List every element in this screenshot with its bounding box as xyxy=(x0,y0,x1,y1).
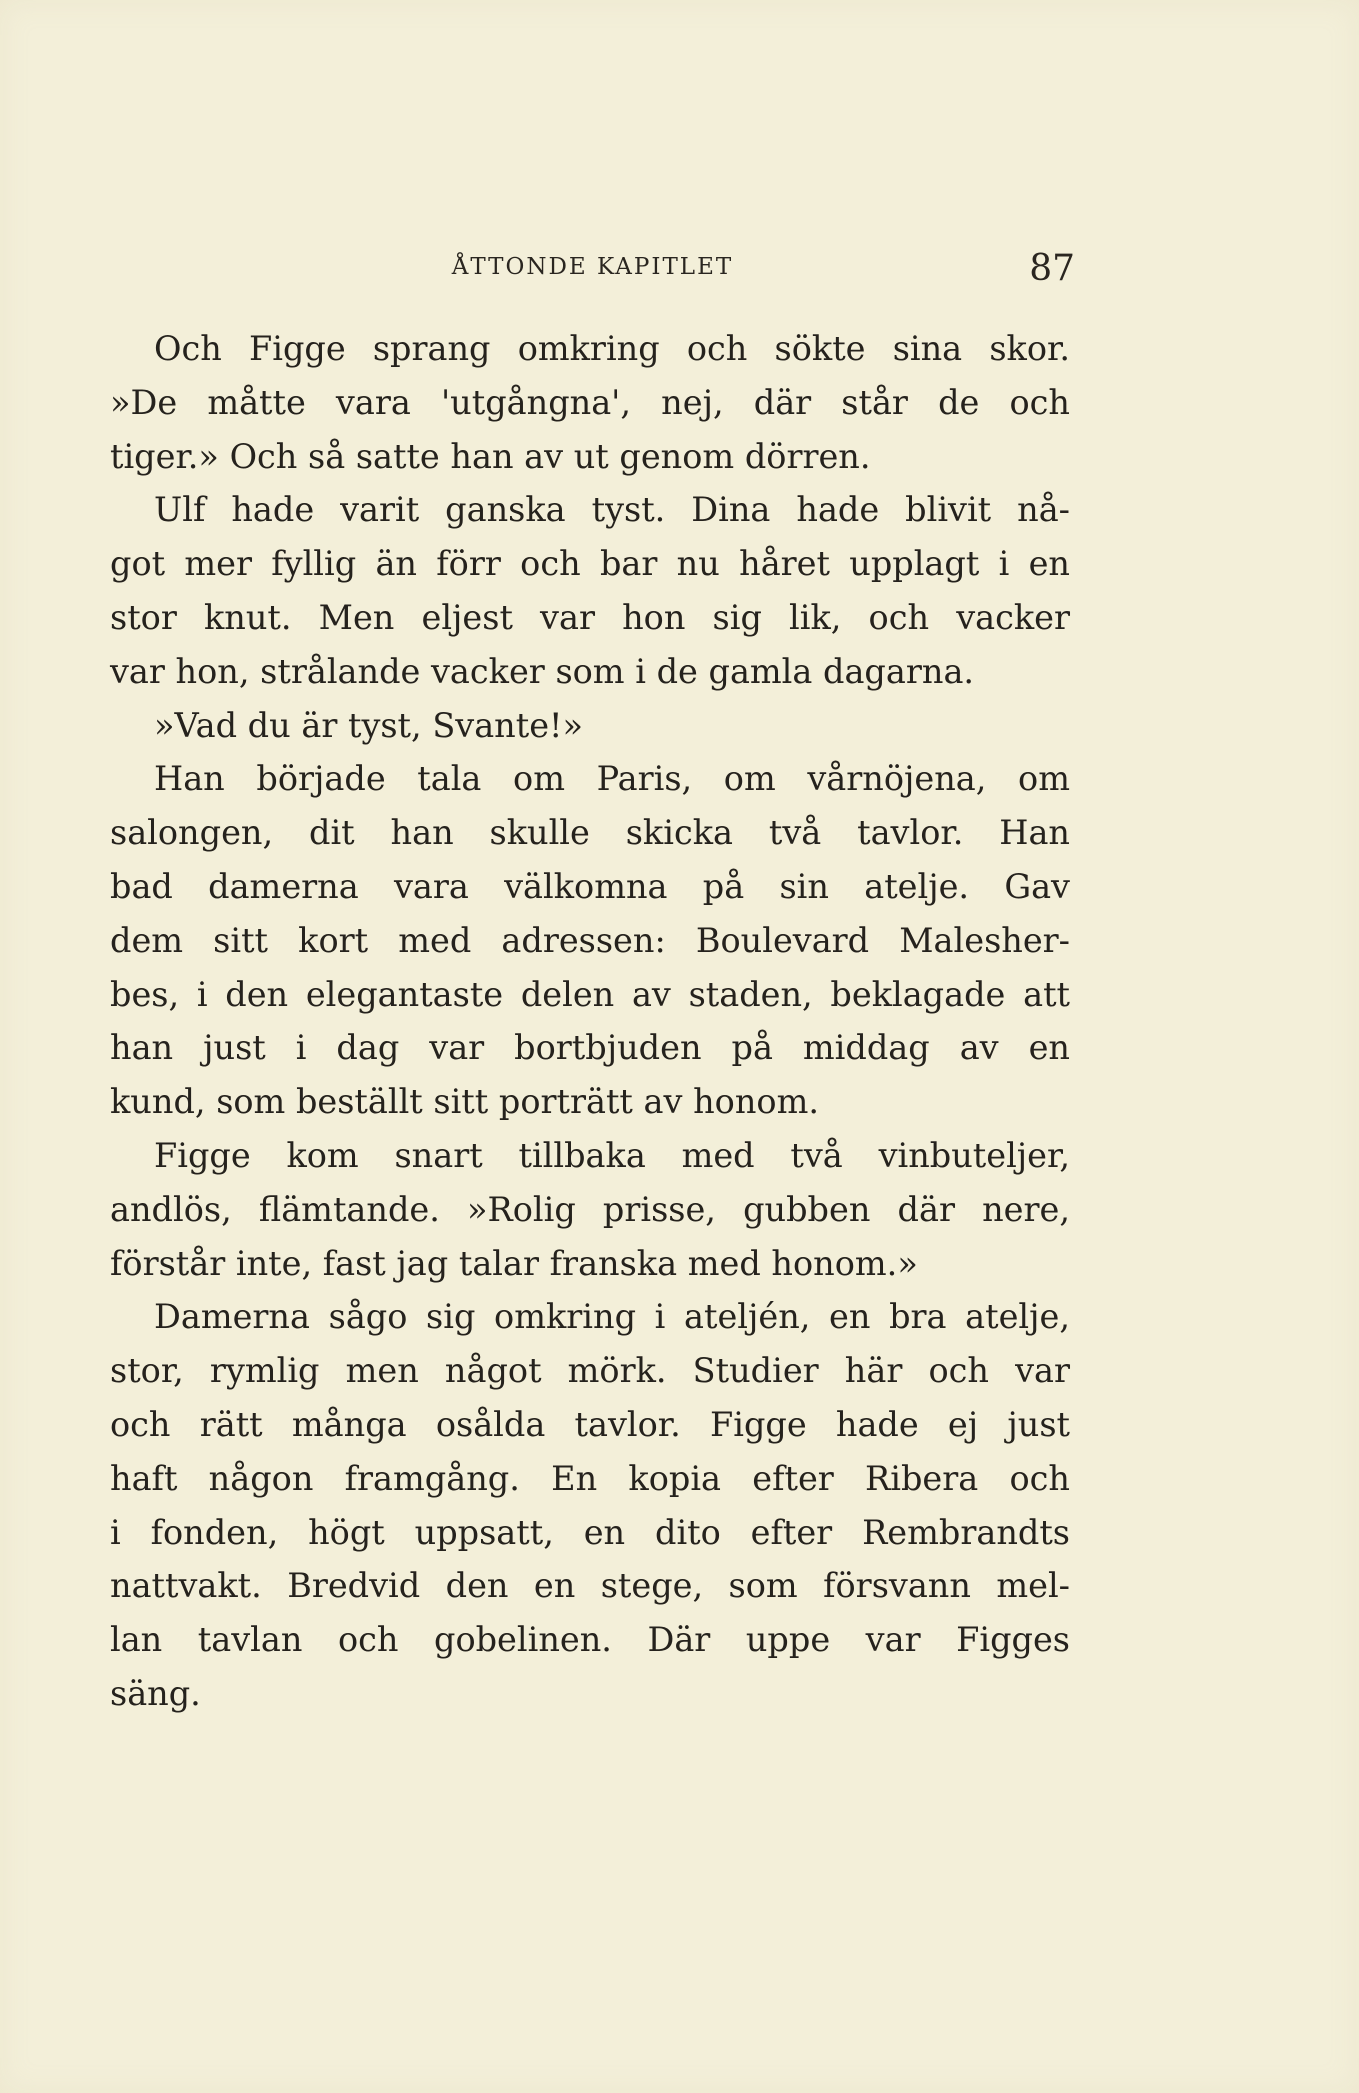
page-header xyxy=(110,248,1075,288)
text-line: Figge kom snart tillbaka med två vinbuteljer, xyxy=(154,1135,1070,1175)
text-line: haft någon framgång. En kopia efter Ribera och xyxy=(110,1458,1070,1498)
text-line: Damerna sågo sig omkring i ateljén, en bra atelje, xyxy=(154,1297,1070,1337)
text-line: var hon, strålande vacker som i de gamla dagarna. xyxy=(110,651,975,691)
text-line: säng. xyxy=(110,1673,201,1713)
text-line: Ulf hade varit ganska tyst. Dina hade blivit nå- xyxy=(154,490,1070,530)
text-line: förstår inte, fast jag talar franska med honom.» xyxy=(110,1243,918,1283)
text-line: bad damerna vara välkomna på sin atelje. Gav xyxy=(110,866,1070,906)
text-line: Han började tala om Paris, om vårnöjena, om xyxy=(154,759,1070,799)
text-line: han just i dag var bortbjuden på middag av en xyxy=(110,1028,1070,1068)
body-text xyxy=(110,322,1070,1721)
text-line: stor, rymlig men något mörk. Studier här och var xyxy=(110,1351,1070,1391)
text-line: Och Figge sprang omkring och sökte sina skor. xyxy=(154,329,1070,368)
text-line: stor knut. Men eljest var hon sig lik, och vacker xyxy=(110,597,1070,637)
running-head: ÅTTONDE KAPITLET xyxy=(451,254,734,280)
text-line: och rätt många osålda tavlor. Figge hade ej just xyxy=(110,1404,1070,1444)
text-line: salongen, dit han skulle skicka två tavlor. Han xyxy=(110,813,1070,853)
text-line: dem sitt kort med adressen: Boulevard Malesher- xyxy=(110,920,1070,960)
page-number: 87 xyxy=(1029,248,1075,289)
text-line: andlös, flämtande. »Rolig prisse, gubben där nere, xyxy=(110,1189,1070,1229)
text-line: got mer fyllig än förr och bar nu håret upplagt i en xyxy=(110,544,1070,584)
text-line: bes, i den elegantaste delen av staden, beklagade att xyxy=(110,974,1070,1014)
text-line: »Vad du är tyst, Svante!» xyxy=(154,705,583,745)
text-line: nattvakt. Bredvid den en stege, som försvann mel- xyxy=(110,1566,1070,1606)
text-line: lan tavlan och gobelinen. Där uppe var Figges xyxy=(110,1620,1070,1660)
text-line: »De måtte vara 'utgångna', nej, där står de och xyxy=(110,382,1070,422)
text-line: tiger.» Och så satte han av ut genom dörren. xyxy=(110,436,871,476)
text-line: kund, som beställt sitt porträtt av honom. xyxy=(110,1082,819,1122)
text-line: i fonden, högt uppsatt, en dito efter Rembrandts xyxy=(110,1512,1070,1552)
